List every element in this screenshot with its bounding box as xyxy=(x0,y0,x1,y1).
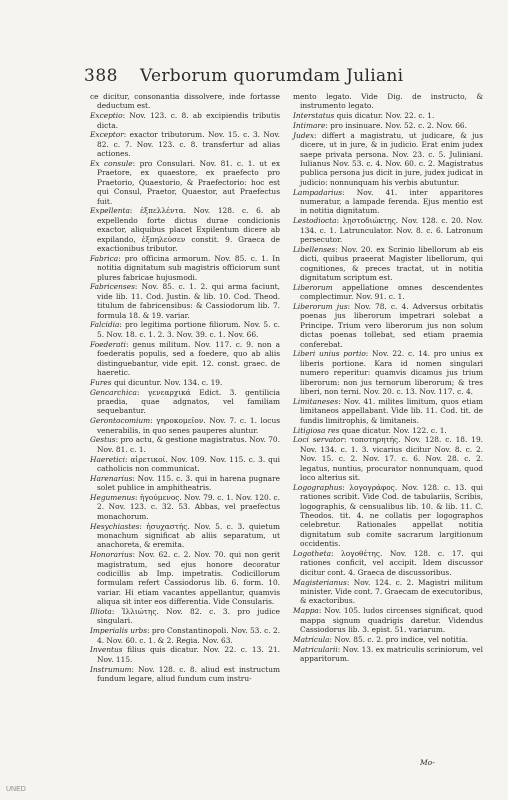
entry-term: Liberorum xyxy=(293,282,333,292)
glossary-entry xyxy=(293,397,483,425)
entry-term: Gencarchica xyxy=(90,387,137,397)
entry-text: : Nov. 124. c. 2. Magistri militum minister. Vide cont. 7. Graecam de executoribus, & exactoribus. xyxy=(300,577,483,606)
entry-term: Lampadarius xyxy=(293,187,343,197)
glossary-entry xyxy=(90,435,280,454)
entry-text: : ἡσυχαστής. Nov. 5. c. 3. quietum monachum significat ab aliis separatum, ut anachoreta, & eremita. xyxy=(97,521,280,550)
entry-term: Foederati xyxy=(90,339,126,349)
entry-text: appellatione omnes descendentes complectimur. Nov. 91. c. 1. xyxy=(300,282,483,302)
entry-text: : Nov. 128. c. 8. aliud est instructum fundum legare, aliud fundum cum instru- xyxy=(97,664,280,683)
entry-text: : ἐξπελλέντα. Nov. 128. c. 6. ab expellendo forte dictus durae condicionis exactor, aliquibus placet Expilentum dicere ab expilando, ἐξπηλεύσεν constit. 9. Graeca de exactionibus tributor. xyxy=(97,206,280,254)
entry-text: : pro officina armorum. Nov. 85. c. 1. In notitia dignitatum sub magistris officiorum sunt plures fabricae hujusmodi. xyxy=(97,253,280,282)
entry-term: Inventus xyxy=(90,645,123,655)
entry-term: Limitaneses xyxy=(293,396,339,406)
entry-term: Honorarius xyxy=(90,550,133,560)
entry-text: quis dicatur. Nov. 22. c. 1. xyxy=(334,111,435,121)
entry-term: Fures xyxy=(90,377,112,387)
glossary-entry xyxy=(90,550,280,606)
entry-term: Fabricenses xyxy=(90,282,135,292)
entry-term: Matricularii xyxy=(293,644,338,654)
entry-text: : Nov. 20. ex Scrinio libellorum ab eis dicti, quibus praeerat Magister libellorum, qui cognitiones, & preces tractat, ut in notitia dignitatum scriptum est. xyxy=(300,244,483,283)
entry-term: Magisterianus xyxy=(293,577,347,587)
entry-term: Lestodiocta xyxy=(293,216,337,226)
entry-text: : Nov. 115. c. 3. qui in harena pugnare solet publice in amphitheatris. xyxy=(97,473,280,493)
glossary-entry xyxy=(293,121,483,130)
glossary-entry xyxy=(293,606,483,634)
entry-text: filius quis dicatur. Nov. 22. c. 13. 21. Nov. 115. xyxy=(97,645,280,664)
glossary-entry xyxy=(90,282,280,320)
glossary-entry xyxy=(90,159,280,206)
glossary-entry xyxy=(293,645,483,664)
entry-text: : Nov. 41. inter apparitores numeratur, a lampade ferenda. Ejus mentio est in notitia dignitatum. xyxy=(300,187,483,216)
entry-term: Hesychiastes xyxy=(90,521,140,531)
entry-text: : pro Consulari. Nov. 81. c. 1. ut ex Praetore, ex quaestore, ex praefecto pro Praetorio, Quaestorio, & Praefectorio: hoc est qui Consul, Praetor, Quaestor, aut Praefectus fuit. xyxy=(97,159,280,206)
entry-term: Instrumum xyxy=(90,664,132,674)
glossary-entry xyxy=(90,320,280,339)
right-column xyxy=(293,92,483,664)
entry-term: Litigiosa res xyxy=(293,425,340,435)
entry-text: : λογοθέτης. Nov. 128. c. 17. qui rationes conficit, vel accipit. Idem discussor dicitur cont. 4. Graeca de discussoribus. xyxy=(300,548,483,577)
entry-term: Hegumenus xyxy=(90,492,136,502)
entry-term: Haeretici xyxy=(90,454,125,464)
entry-text: : Nov. 22. c. 14. pro unius ex liberis portione. Kara id nomen singulari numero reperitur: quamvis dicamus jus trium liberorum: non jus ternorum liberorum; & tres liberi, non terni. Nov. 20. c. 13. Nov. 117. c. 4. xyxy=(300,349,484,397)
entry-term: Judex xyxy=(293,130,314,140)
glossary-entry xyxy=(293,426,483,435)
entry-term: Mappa xyxy=(293,606,319,616)
glossary-entry xyxy=(293,131,483,187)
glossary-entry xyxy=(90,665,280,684)
glossary-entry xyxy=(90,626,280,645)
entry-text: : λῃστοδιώκτης. Nov. 128. c. 20. Nov. 134. c. 1. Latrunculator. Nov. 8. c. 6. Latronum persecutor. xyxy=(300,216,483,245)
glossary-entry xyxy=(90,493,280,521)
entry-text: : Ἰλλιώτης. Nov. 82. c. 3. pro judice singulari. xyxy=(97,606,280,626)
entry-term: Liberorum jus xyxy=(293,302,348,312)
entry-term: Logotheta xyxy=(293,548,332,558)
glossary-entry xyxy=(293,435,483,482)
glossary-entry xyxy=(90,92,280,111)
entry-term: Matricula xyxy=(293,634,330,644)
entry-term: Interstatus xyxy=(293,111,335,121)
entry-term: Gerontocomium xyxy=(90,416,151,426)
glossary-entry xyxy=(293,111,483,120)
glossary-entry xyxy=(293,216,483,244)
glossary-entry xyxy=(90,340,280,378)
entry-term: Intimare xyxy=(293,121,326,130)
entry-text: : ἡγούμενος. Nov. 79. c. 1. Nov. 120. c. 2. Nov. 123. c. 32. 53. Abbas, vel praefectus monachorum. xyxy=(97,492,280,521)
entry-term: Illiota xyxy=(90,606,112,616)
entry-text: mento legato. Vide Dig. de instructo, & instrumento legato. xyxy=(293,92,483,111)
glossary-entry xyxy=(90,388,280,416)
entry-text: : pro insinuare. Nov. 52. c. 2. Nov. 66. xyxy=(325,121,467,130)
glossary-entry xyxy=(90,378,280,387)
entry-term: Libellenses xyxy=(293,244,336,254)
glossary-entry xyxy=(293,92,483,111)
entry-term: Logographus xyxy=(293,482,343,492)
entry-term: Exceptio xyxy=(90,111,123,121)
catchword: Mo- xyxy=(420,758,435,767)
glossary-entry xyxy=(90,645,280,664)
glossary-entry xyxy=(293,283,483,302)
entry-term: Liberi unius portio xyxy=(293,349,366,359)
entry-text: : Nov. 13. ex matriculis scriniorum, vel apparitorum. xyxy=(300,644,483,663)
entry-text: : γηροκομεῖον. Nov. 7. c. 1. locus venerabilis, in quo senes pauperes aluntur. xyxy=(97,416,280,435)
entry-text: : pro Constantinopoli. Nov. 53. c. 2. 4. Nov. 60. c. 1. & 2. Regia. Nov. 63. xyxy=(97,626,280,645)
glossary-entry xyxy=(90,206,280,253)
entry-text: : αἱρετικοί. Nov. 109. Nov. 115. c. 3. qui catholicis non communicat. xyxy=(97,454,280,473)
entry-text: : λογογράφος. Nov. 128. c. 13. qui rationes scribit. Vide Cod. de tabulariis, Scribis, logographis, & censualibus lib. 10. & lib. 11. C. Theodos. tit. 4. ne collatis per logographos celebretur. Rationales appellat notitia dignitatum sub comite sacrarum largitionum occidentis. xyxy=(300,482,483,549)
entry-text: : Nov. 85. c. 1. 2. qui arma faciunt, vide lib. 11. Cod. Justin. & lib. 10. Cod. Theod. titulum de fabricensibus: & Cassiodorum lib. 7. formula 18. & 19. variar. xyxy=(97,282,280,320)
entry-term: Falcidia xyxy=(90,320,120,330)
entry-text: : exactor tributorum. Nov. 15. c. 3. Nov. 82. c. 7. Nov. 123. c. 8. transfertur ad alias actiones. xyxy=(97,130,280,159)
left-column xyxy=(90,92,280,684)
entry-text: : Nov. 105. ludos circenses significat, quod mappa signum quadrigis daretur. Videndus Cassiodorus lib. 3. epist. 51. variarum. xyxy=(300,606,483,634)
entry-term: Exceptor xyxy=(90,130,124,140)
library-watermark: UNED xyxy=(6,786,26,793)
entry-term: Imperialis urbs xyxy=(90,626,148,636)
entry-term: Loci servator xyxy=(293,435,344,445)
entry-text: : differt a magistratu, ut judicare, & jus dicere, ut in jure, & in judicio. Erat enim judex saepe privata persona. Nov. 23. c. 5. Juliniani. Iulianus Nov. 53. c. 4. Nov. 60. c. 2. Magistratus publica persona jus dicit in jure, judex judicat in judicio: nonnunquam his verbis abutuntur. xyxy=(300,130,483,187)
glossary-entry xyxy=(90,455,280,474)
entry-text: : pro legitima portione filiorum. Nov. 5. c. 5. Nov. 18. c. 1. 2. 3. Nov. 39. c. 1. Nov. 66. xyxy=(97,320,280,339)
entry-term: Fabrica xyxy=(90,253,119,263)
entry-text: : pro actu, & gestione magistratus. Nov. 70. Nov. 81. c. 1. xyxy=(97,435,280,454)
glossary-entry xyxy=(293,188,483,216)
glossary-entry xyxy=(90,111,280,130)
entry-term: Ex consule xyxy=(90,159,133,169)
entry-text: qui dicuntur. Nov. 134. c. 19. xyxy=(111,377,223,387)
glossary-entry xyxy=(90,474,280,493)
glossary-entry xyxy=(293,635,483,644)
glossary-entry xyxy=(293,578,483,606)
glossary-entry xyxy=(90,130,280,158)
running-head: Verborum quorumdam Juliani xyxy=(140,66,404,86)
entry-term: Expellenta xyxy=(90,206,130,216)
entry-term: Gestus xyxy=(90,435,116,445)
glossary-entry xyxy=(293,549,483,577)
entry-text: quae dicatur. Nov. 122. c. 1. xyxy=(339,425,447,435)
entry-text: : Nov. 85. c. 2. pro indice, vel notitia. xyxy=(329,634,468,644)
glossary-entry xyxy=(293,245,483,283)
entry-term: Harenarius xyxy=(90,473,133,483)
entry-text: ce dicitur, consonantia dissolvere, inde fortasse deductum est. xyxy=(90,92,280,111)
glossary-entry xyxy=(293,302,483,349)
glossary-entry xyxy=(90,522,280,550)
glossary-entry xyxy=(90,416,280,435)
entry-text: : Nov. 62. c. 2. Nov. 70. qui non gerit magistratum, sed ejus honore decoratur codicillis ab Imp. impetratis. Codicillorum formulam refert Cassiodorus lib. 6. form. 10. variar. Hi etiam vacantes appellantur, quamvis aliqua sit inter eos differentia. Vide Consularis. xyxy=(97,550,280,607)
entry-text: : γενεαρχικά Edict. 3. gentilicia praedia, quae adgnatos, vel familiam sequebantur. xyxy=(97,387,280,416)
entry-text: : Nov. 123. c. 8. ab excipiendis tributis dicta. xyxy=(97,111,280,130)
entry-text: : Nov. 78. c. 4. Adversus orbitatis poenas jus liberorum impetrari solebat a Principe. Trium vero liberorum jus non solum dictas poenas tollebat, sed etiam praemia conferebat. xyxy=(300,302,483,349)
glossary-entry xyxy=(293,349,483,396)
glossary-entry xyxy=(90,607,280,626)
entry-text: : Nov. 41. milites limitum, quos etiam limitaneos appellabant. Vide lib. 11. Cod. tit. de fundis limitrophis, & limitaneis. xyxy=(300,396,483,425)
glossary-entry xyxy=(90,254,280,282)
page-number: 388 xyxy=(84,66,118,86)
entry-text: : genus militum. Nov. 117. c. 9. non a foederatis populis, sed a foedere, quo ab aliis distinguebantur, vide epit. 12. const. graec. de haeretic. xyxy=(97,339,280,377)
page-header xyxy=(84,66,468,90)
glossary-entry xyxy=(293,483,483,549)
entry-text: : τοποτηρητής. Nov. 128. c. 18. 19. Nov. 134. c. 1. 3. vicarius dicitur Nov. 8. c. 2. Nov. 15. c. 2. Nov. 17. c. 6. Nov. 28. c. 2. legatus, nuntius, procurator nonnunquam, quod loco alterius sit. xyxy=(300,435,483,482)
